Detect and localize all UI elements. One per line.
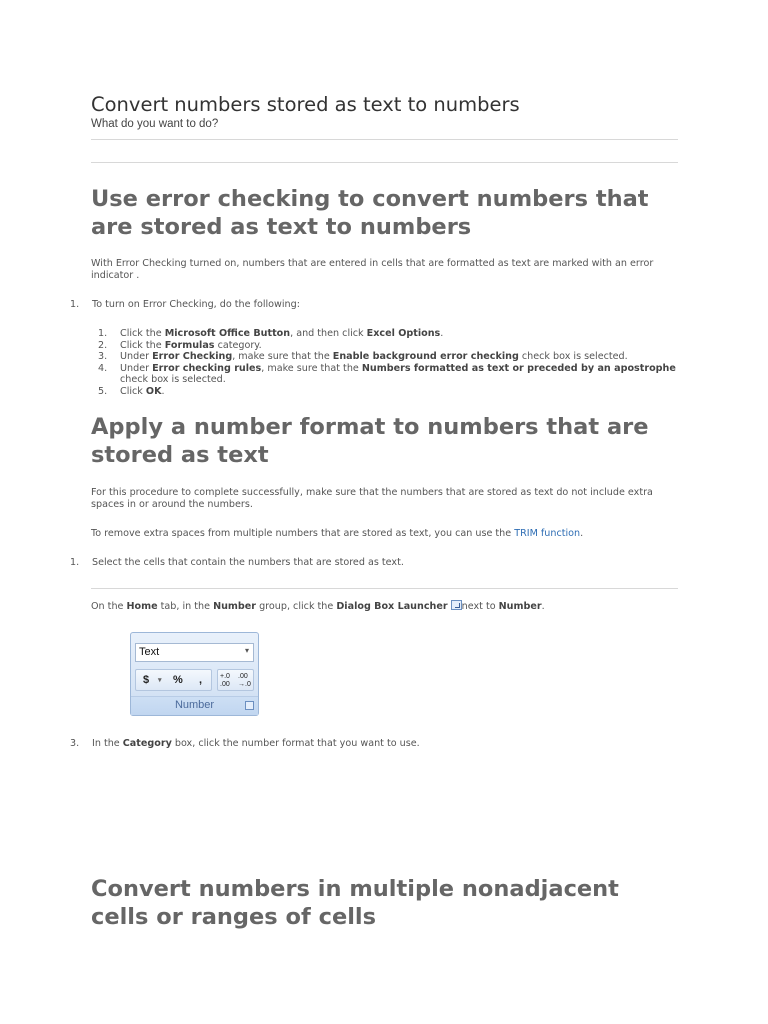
trim-function-link[interactable]: TRIM function: [514, 528, 581, 539]
number-format-combo: Text ▾: [135, 643, 254, 662]
list-item: 2. Click the Formulas category.: [98, 339, 262, 351]
substeps-list: [90, 328, 690, 397]
percent-icon: %: [173, 674, 183, 686]
currency-icon: $: [143, 674, 150, 686]
decrease-decimal-icon: .00 →.0: [238, 673, 251, 688]
step-text-category: In the Category box, click the number format that you want to use.: [92, 738, 420, 749]
trim-note: To remove extra spaces from multiple numbers that are stored as text, you can use the TRIM function.: [91, 528, 584, 539]
section-heading-error-checking: Use error checking to convert numbers that are stored as text to numbers: [91, 186, 649, 240]
divider: [91, 139, 678, 140]
number-group-ribbon-image: [130, 632, 259, 716]
step-text-dialog-launcher: On the Home tab, in the Number group, click the Dialog Box Launcher next to Number.: [91, 601, 545, 612]
list-item: 5. Click OK.: [98, 385, 165, 397]
list-number: 1.: [70, 299, 80, 310]
section-heading-nonadjacent: Convert numbers in multiple nonadjacent cells or ranges of cells: [91, 876, 619, 930]
chevron-down-icon: ▾: [244, 646, 249, 655]
section-heading-number-format: Apply a number format to numbers that are stored as text: [91, 414, 649, 468]
increase-decimal-icon: +.0 .00: [220, 673, 230, 688]
comma-icon: ,: [199, 674, 203, 686]
currency-percent-comma-buttons: [135, 669, 212, 691]
dialog-box-launcher-icon: [451, 600, 462, 610]
error-checking-intro: With Error Checking turned on, numbers that are entered in cells that are formatted as text are marked with an error indicator .: [91, 258, 654, 281]
list-number: 3.: [70, 738, 80, 749]
list-item: 1. Click the Microsoft Office Button, and then click Excel Options.: [98, 328, 444, 339]
page-subtitle: What do you want to do?: [91, 118, 219, 130]
procedure-note: For this procedure to complete successfully, make sure that the numbers that are stored as text do not include extra spaces in or around the numbers.: [91, 487, 653, 510]
list-item: 3. Under Error Checking, make sure that the Enable background error checking check box is selected.: [98, 351, 628, 362]
divider: [91, 162, 678, 163]
chevron-down-icon: ▾: [158, 677, 162, 684]
divider: [91, 588, 678, 589]
page-title: Convert numbers stored as text to numbers: [91, 93, 520, 116]
ribbon-group-label: Number: [131, 696, 258, 715]
list-number: 1.: [70, 557, 80, 568]
decimal-buttons: [217, 669, 254, 691]
list-item: 4. Under Error checking rules, make sure that the Numbers formatted as text or preceded by an apostrophe check box is selected.: [98, 362, 676, 385]
dialog-box-launcher-icon: [245, 701, 254, 710]
step-text: Select the cells that contain the numbers that are stored as text.: [92, 557, 404, 568]
step-text: To turn on Error Checking, do the following:: [92, 299, 300, 310]
